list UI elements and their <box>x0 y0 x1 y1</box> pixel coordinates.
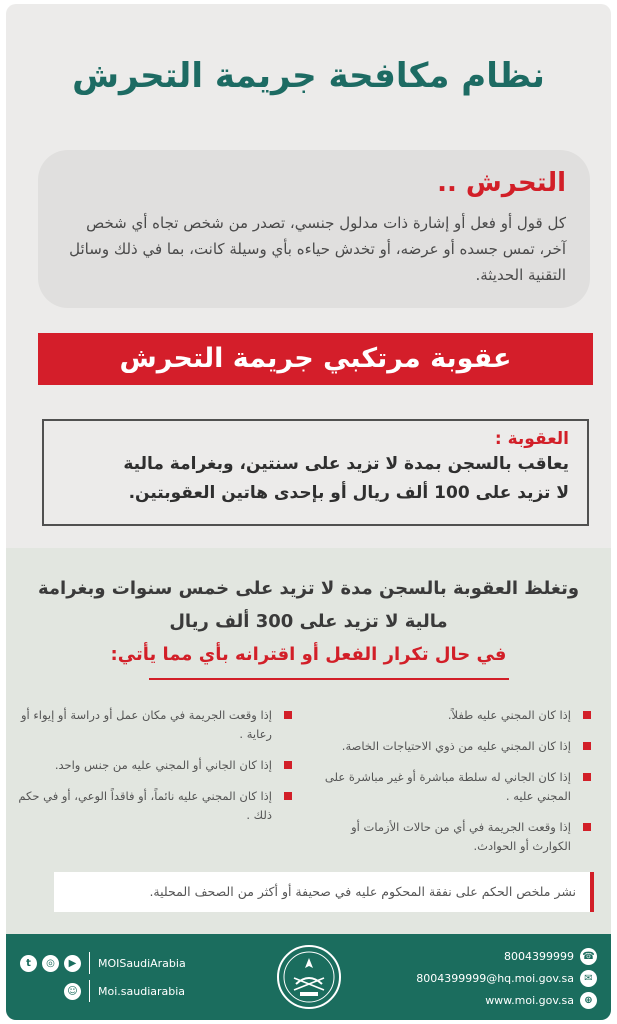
globe-icon: ⊕ <box>580 992 597 1009</box>
penalty-line-2: لا تزيد على 100 ألف ريال أو بإحدى هاتين العقوبتين. <box>128 483 569 503</box>
definition-box <box>38 150 590 308</box>
conditions-right-column <box>311 706 591 868</box>
social-row <box>20 952 186 974</box>
social-handle[interactable]: MOISaudiArabia <box>98 956 186 970</box>
bullet-icon <box>284 792 292 800</box>
phone-number[interactable]: 8004399999 <box>504 950 574 963</box>
penalty-line-1: يعاقب بالسجن بمدة لا تزيد على سنتين، وبغرامة مالية <box>123 454 569 474</box>
aggravated-text <box>36 572 581 638</box>
phone-icon: ☎ <box>580 948 597 965</box>
list-item: إذا وقعت الجريمة في مكان عمل أو دراسة أو إيواء أو رعاية . <box>12 706 292 744</box>
snap-row <box>64 980 185 1002</box>
definition-text: كل قول أو فعل أو إشارة ذات مدلول جنسي، تصدر من شخص تجاه أي شخص آخر، تمس جسده أو عرضه، أو تخدش حياءه بأي وسيلة كانت، بما في ذلك وسائل التقنية الحديثة. <box>69 214 566 284</box>
list-item: إذا كان المجني عليه من ذوي الاحتياجات الخاصة. <box>311 737 591 756</box>
aggravated-section <box>6 548 611 934</box>
bullet-icon <box>583 711 591 719</box>
emblem-icon <box>276 944 342 1010</box>
infographic <box>6 4 611 1020</box>
list-item: إذا كان الجاني أو المجني عليه من جنس واحد. <box>12 756 292 775</box>
list-item: إذا كان الجاني له سلطة مباشرة أو غير مباشرة على المجني عليه . <box>311 768 591 806</box>
footer <box>6 934 611 1020</box>
email-icon: ✉ <box>580 970 597 987</box>
email-address[interactable]: 8004399999@hq.moi.gov.sa <box>416 972 574 985</box>
bullet-icon <box>284 711 292 719</box>
penalty-box <box>42 419 589 526</box>
list-item: إذا وقعت الجريمة في أي من حالات الأزمات أو الكوارث أو الحوادث. <box>311 818 591 856</box>
aggravated-line-1: وتغلظ العقوبة بالسجن مدة لا تزيد على خمس سنوات وبغرامة <box>37 578 580 599</box>
phone-row <box>504 948 597 965</box>
instagram-icon[interactable]: ◎ <box>42 955 59 972</box>
penalty-label: العقوبة : <box>494 429 569 449</box>
aggravated-line-2: مالية لا تزيد على 300 ألف ريال <box>169 611 448 632</box>
website-link[interactable]: www.moi.gov.sa <box>485 994 574 1007</box>
bullet-icon <box>284 761 292 769</box>
list-item: إذا كان المجني عليه طفلاً. <box>311 706 591 725</box>
penalty-banner: عقوبة مرتكبي جريمة التحرش <box>38 333 593 385</box>
email-row <box>416 970 597 987</box>
divider <box>89 952 90 974</box>
condition-underline <box>149 678 509 680</box>
condition-heading: في حال تكرار الفعل أو اقترانه بأي مما يأتي: <box>110 644 507 665</box>
twitter-icon[interactable]: t <box>20 955 37 972</box>
bullet-icon <box>583 742 591 750</box>
definition-heading: التحرش .. <box>437 168 566 198</box>
bullet-icon <box>583 823 591 831</box>
divider <box>89 980 90 1002</box>
snap-handle[interactable]: Moi.saudiarabia <box>98 984 186 998</box>
youtube-icon[interactable]: ▶ <box>64 955 81 972</box>
publication-note: نشر ملخص الحكم على نفقة المحكوم عليه في صحيفة أو أكثر من الصحف المحلية. <box>54 872 594 912</box>
list-item: إذا كان المجني عليه نائماً، أو فاقداً الوعي، أو في حكم ذلك . <box>12 787 292 825</box>
snapchat-icon[interactable]: ☺ <box>64 983 81 1000</box>
page-title: نظام مكافحة جريمة التحرش <box>72 56 545 96</box>
bullet-icon <box>583 773 591 781</box>
conditions-left-column <box>12 706 292 837</box>
website-row <box>485 992 597 1009</box>
